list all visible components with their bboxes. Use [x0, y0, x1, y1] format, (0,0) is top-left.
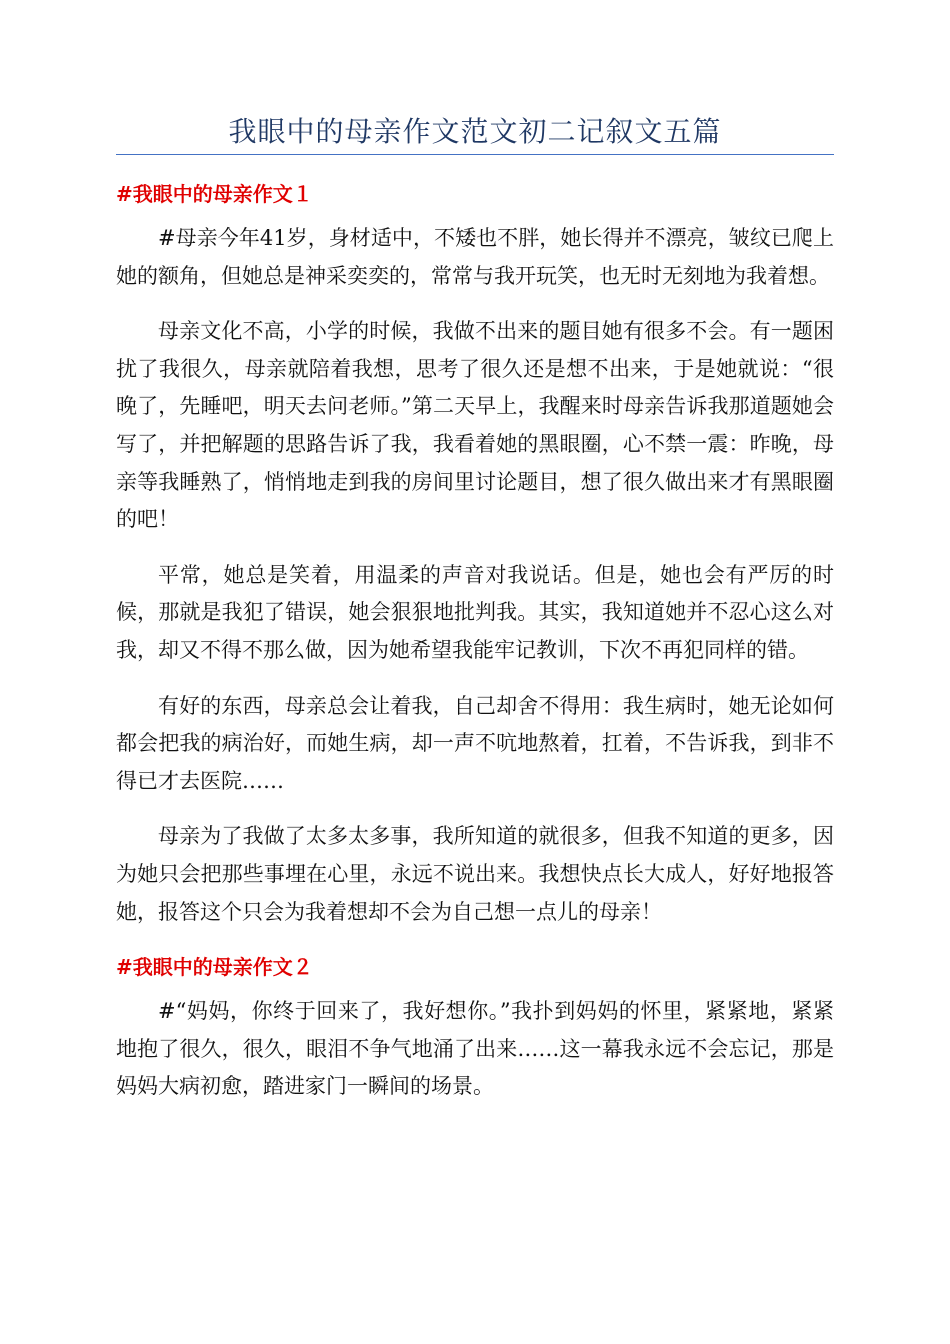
section-heading: #我眼中的母亲作文１	[116, 182, 313, 206]
paragraph: 母亲文化不高，小学的时候，我做不出来的题目她有很多不会。有一题困扰了我很久，母亲就陪着我想，思考了很久还是想不出来，于是她就说：“很晚了，先睡吧，明天去问老师。”第二天早上，我醒来时母亲告诉我那道题她会写了，并把解题的思路告诉了我，我看着她的黑眼圈，心不禁一震：昨晚，母亲等我睡熟了，悄悄地走到我的房间里讨论题目，想了很久做出来才有黑眼圈的吧！	[116, 319, 834, 532]
paragraph: 母亲为了我做了太多太多事，我所知道的就很多，但我不知道的更多，因为她只会把那些事埋在心里，永远不说出来。我想快点长大成人，好好地报答她，报答这个只会为我着想却不会为自己想一点儿的母亲！	[116, 824, 834, 924]
section-2	[116, 949, 834, 1106]
paragraph: #母亲今年41岁，身材适中，不矮也不胖，她长得并不漂亮，皱纹已爬上她的额角，但她总是神采奕奕的，常常与我开玩笑，也无时无刻地为我着想。	[116, 226, 834, 288]
title-divider	[116, 154, 834, 155]
document-body	[116, 176, 834, 1124]
paragraph: 平常，她总是笑着，用温柔的声音对我说话。但是，她也会有严厉的时候，那就是我犯了错误，她会狠狠地批判我。其实，我知道她并不忍心这么对我，却又不得不那么做，因为她希望我能牢记教训，下次不再犯同样的错。	[116, 562, 834, 662]
paragraph: #“妈妈，你终于回来了，我好想你。”我扑到妈妈的怀里，紧紧地，紧紧地抱了很久，很久，眼泪不争气地涌了出来……这一幕我永远不会忘记，那是妈妈大病初愈，踏进家门一瞬间的场景。	[116, 999, 834, 1099]
section-heading: #我眼中的母亲作文２	[116, 955, 313, 980]
document-title: 我眼中的母亲作文范文初二记叙文五篇	[228, 115, 722, 148]
paragraph: 有好的东西，母亲总会让着我，自己却舍不得用：我生病时，她无论如何都会把我的病治好，而她生病，却一声不吭地熬着，扛着，不告诉我，到非不得已才去医院……	[116, 693, 834, 793]
section-1	[116, 176, 834, 931]
